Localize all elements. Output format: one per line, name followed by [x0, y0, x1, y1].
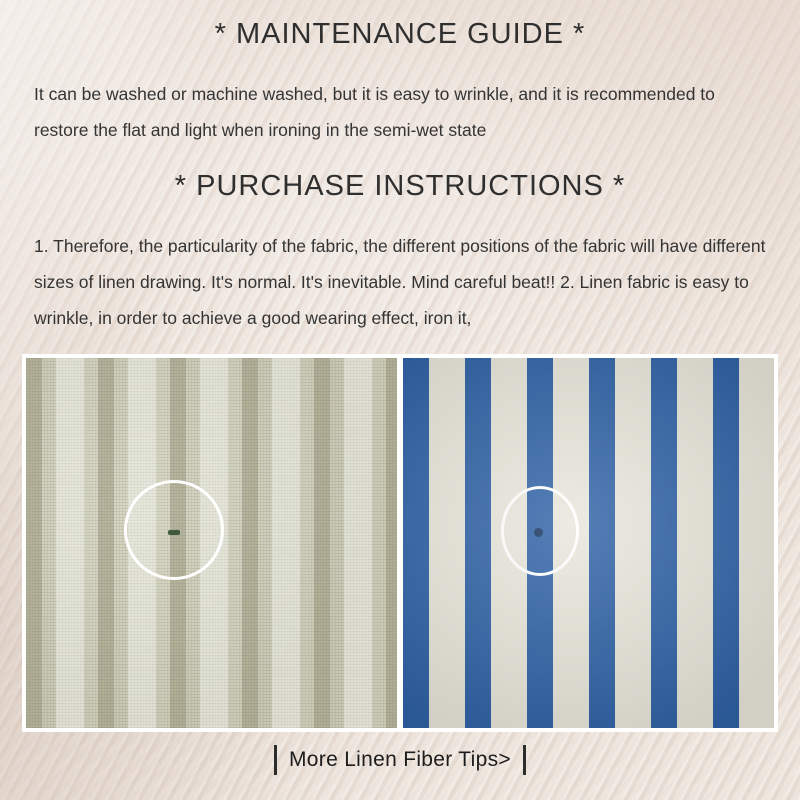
- fabric-photo-pair: [22, 354, 778, 732]
- purchase-instructions-text: 1. Therefore, the particularity of the fabric, the different positions of the fabric will have different sizes of linen drawing. It's normal. It's inevitable. Mind careful beat!! 2. Linen fabric is easy to wrinkle, in order to achieve a good wearing effect, iron it,: [34, 236, 766, 328]
- fabric-photo-blue: [403, 358, 774, 728]
- flaw-highlight-circle-icon: [124, 480, 224, 580]
- maintenance-guide-heading: * MAINTENANCE GUIDE *: [214, 18, 586, 50]
- more-linen-fiber-tips-link[interactable]: More Linen Fiber Tips>: [274, 745, 526, 775]
- flaw-highlight-circle-icon: [501, 486, 579, 576]
- purchase-instructions-heading: * PURCHASE INSTRUCTIONS *: [174, 170, 626, 202]
- maintenance-guide-text: It can be washed or machine washed, but it is easy to wrinkle, and it is recommended to restore the flat and light when ironing in the semi-wet state: [34, 84, 715, 140]
- footer: [0, 745, 800, 775]
- fabric-photo-beige: [26, 358, 397, 728]
